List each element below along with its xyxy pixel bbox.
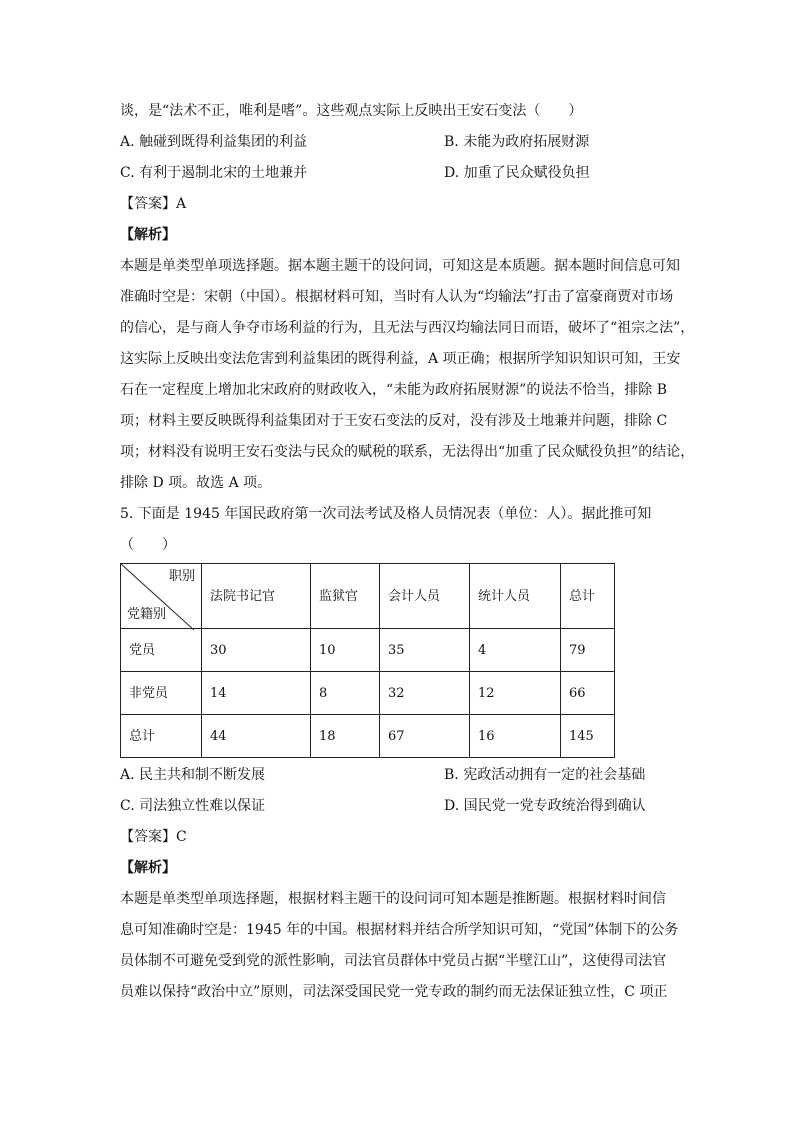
q5-stem-line-2: （ ） — [120, 537, 176, 553]
q4-analysis-line: 项；材料主要反映既得利益集团对于王安石变法的反对，没有涉及土地兼并问题，排除 C — [120, 413, 668, 429]
q4-option-b[interactable]: B. 未能为政府拓展财源 — [444, 134, 590, 150]
q4-analysis-line: 本题是单类型单项选择题。据本题主题干的设问词，可知这是本质题。据本题时间信息可知 — [120, 258, 680, 274]
q4-analysis — [120, 251, 695, 499]
corner-top-label: 职别 — [168, 569, 195, 584]
table-header-row — [121, 564, 615, 629]
table-cell: 79 — [561, 629, 615, 672]
table-header-cell: 会计人员 — [380, 564, 470, 629]
q5-option-d[interactable]: D. 国民党一党专政统治得到确认 — [444, 798, 646, 814]
exam-results-table — [120, 563, 615, 758]
table-cell: 4 — [470, 629, 561, 672]
table-cell: 66 — [561, 672, 615, 715]
table-row-label: 非党员 — [121, 672, 202, 715]
table-cell: 12 — [470, 672, 561, 715]
table-row — [121, 672, 615, 715]
q5-analysis-label: 【解析】 — [120, 860, 176, 876]
table-header-cell: 统计人员 — [470, 564, 561, 629]
q4-analysis-line: 准确时空是：宋朝（中国）。根据材料可知，当时有人认为“均输法”打击了富豪商贾对市场 — [120, 289, 674, 305]
q5-answer: 【答案】C — [120, 829, 187, 845]
q5-option-b[interactable]: B. 宪政活动拥有一定的社会基础 — [444, 767, 646, 783]
table-header-cell: 总计 — [561, 564, 615, 629]
q4-options-row-2 — [120, 158, 680, 189]
table-header-cell: 监狱官 — [311, 564, 380, 629]
q5-analysis-line: 员体制不可避免受到党的派性影响，司法官员群体中党员占据“半壁江山”，这使得司法官 — [120, 953, 667, 969]
table-header-cell: 法院书记官 — [202, 564, 311, 629]
document-page — [120, 96, 695, 1008]
q4-options-row-1 — [120, 127, 680, 158]
table-cell: 16 — [470, 715, 561, 758]
table-row-label: 党员 — [121, 629, 202, 672]
q4-analysis-line: 石在一定程度上增加北宋政府的财政收入，“未能为政府拓展财源”的说法不恰当，排除 B — [120, 382, 668, 398]
q5-analysis-line: 员难以保持“政治中立”原则，司法深受国民党一党专政的制约而无法保证独立性，C 项正 — [120, 984, 668, 1000]
table-row — [121, 715, 615, 758]
table-cell: 32 — [380, 672, 470, 715]
table-cell: 145 — [561, 715, 615, 758]
q4-analysis-line: 这实际上反映出变法危害到利益集团的既得利益，A 项正确；根据所学知识知识可知，王安 — [120, 351, 681, 367]
q4-stem-tail: 谈，是“法术不正，唯利是嗜”。这些观点实际上反映出王安石变法（ ） — [120, 103, 583, 119]
q5-options-row-1 — [120, 760, 680, 791]
table-row-label: 总计 — [121, 715, 202, 758]
table-cell: 30 — [202, 629, 311, 672]
table-cell: 14 — [202, 672, 311, 715]
q4-analysis-label: 【解析】 — [120, 227, 176, 243]
q4-analysis-line: 排除 D 项。故选 A 项。 — [120, 475, 272, 491]
q5-analysis-line: 息可知准确时空是：1945 年的中国。根据材料并结合所学知识可知，“党国”体制下的公务 — [120, 922, 679, 938]
q5-stem-line-1: 5. 下面是 1945 年国民政府第一次司法考试及格人员情况表（单位：人）。据此推可知 — [120, 506, 652, 522]
table-cell: 44 — [202, 715, 311, 758]
table-row — [121, 629, 615, 672]
table-cell: 67 — [380, 715, 470, 758]
table-corner-cell — [121, 564, 202, 629]
table-cell: 35 — [380, 629, 470, 672]
table-cell: 8 — [311, 672, 380, 715]
q4-answer: 【答案】A — [120, 196, 187, 212]
q5-analysis — [120, 884, 680, 1008]
table-cell: 10 — [311, 629, 380, 672]
q5-analysis-line: 本题是单类型单项选择题，根据材料主题干的设问词可知本题是推断题。根据材料时间信 — [120, 891, 666, 907]
q4-analysis-line: 项；材料没有说明王安石变法与民众的赋税的联系，无法得出“加重了民众赋役负担”的结论， — [120, 444, 695, 460]
q5-option-c[interactable]: C. 司法独立性难以保证 — [120, 798, 266, 814]
q4-analysis-line: 的信心，是与商人争夺市场利益的行为，且无法与西汉均输法同日而语，破坏了“祖宗之法”， — [120, 320, 695, 336]
q4-option-a[interactable]: A. 触碰到既得利益集团的利益 — [120, 134, 308, 150]
q5-options-row-2 — [120, 791, 680, 822]
table-cell: 18 — [311, 715, 380, 758]
corner-bottom-label: 党籍别 — [127, 607, 167, 622]
q5-option-a[interactable]: A. 民主共和制不断发展 — [120, 767, 266, 783]
q4-option-d[interactable]: D. 加重了民众赋役负担 — [444, 165, 590, 181]
q4-option-c[interactable]: C. 有利于遏制北宋的土地兼并 — [120, 165, 308, 181]
